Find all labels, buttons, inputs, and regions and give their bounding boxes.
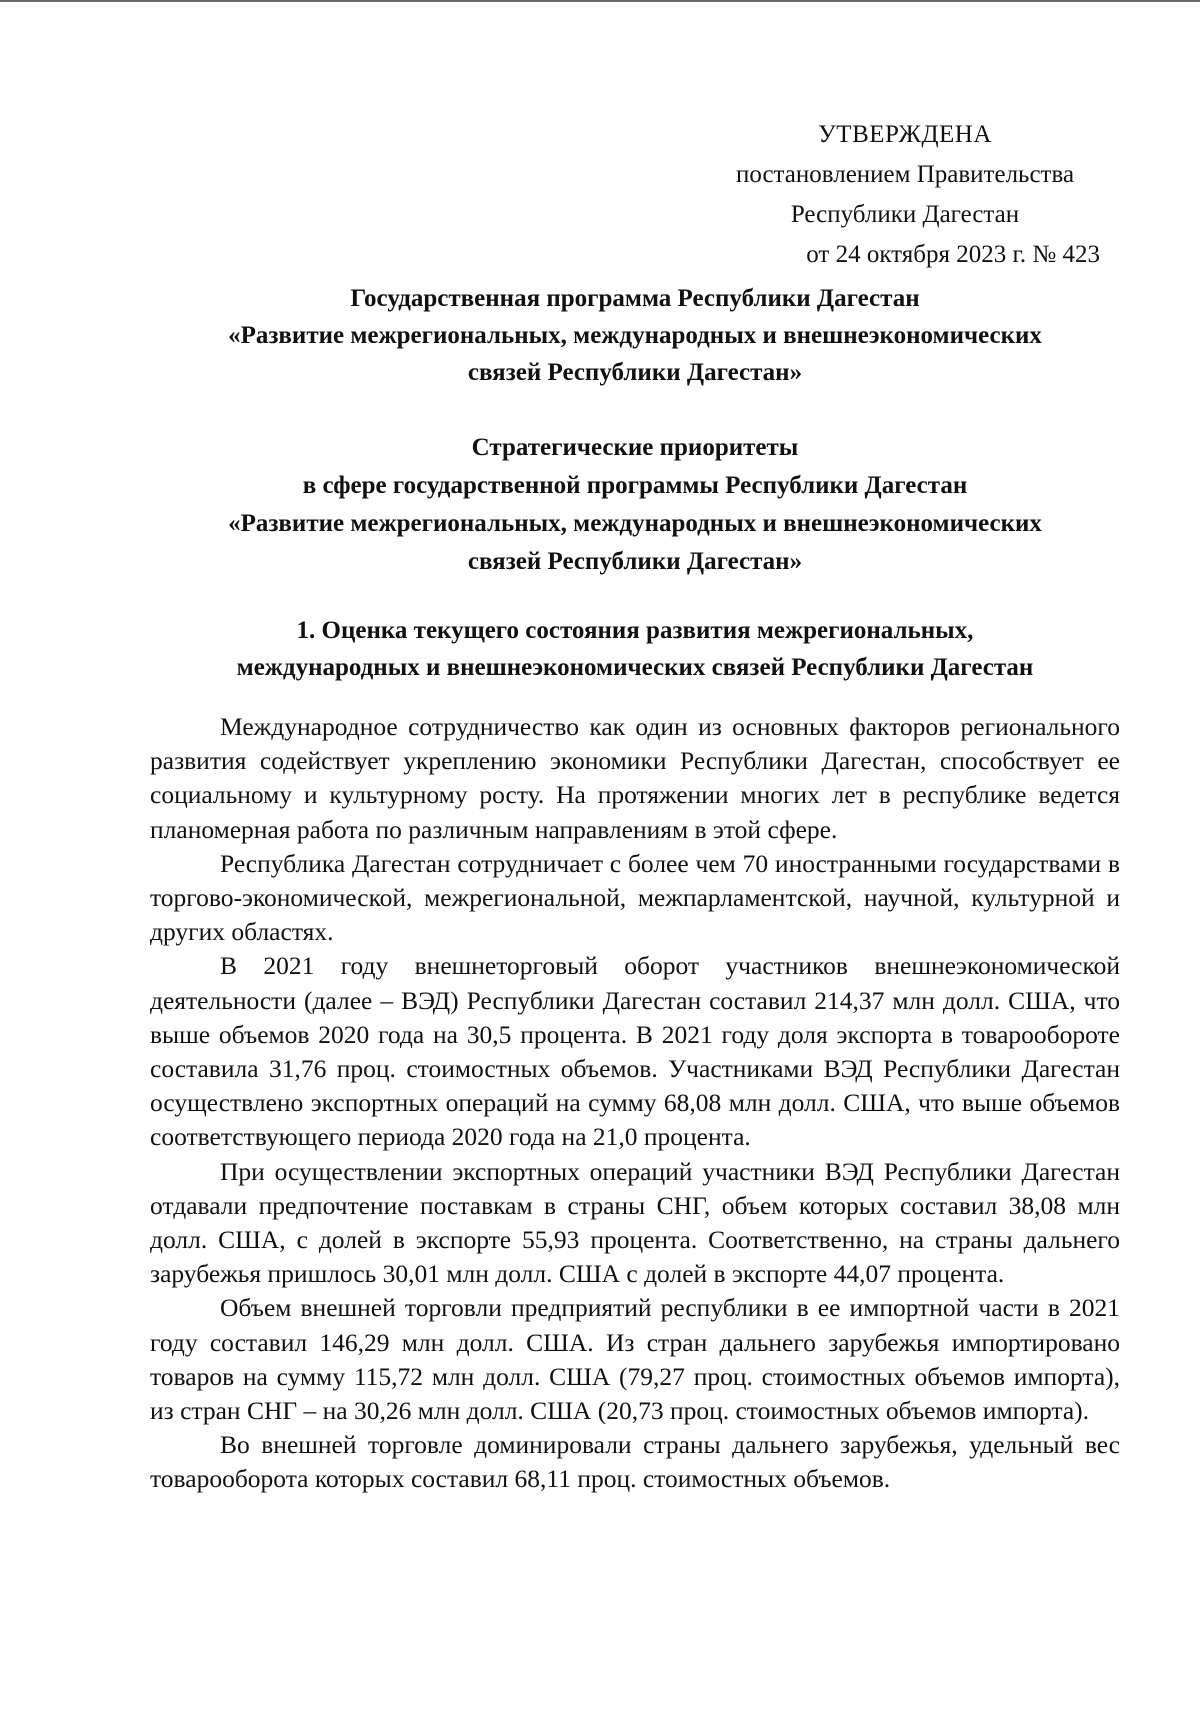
priorities-title-line-2: в сфере государственной программы Республики Дагестан <box>302 472 968 499</box>
paragraph: Республика Дагестан сотрудничает с более чем 70 иностранными государствами в торгово-экономической, межрегиональной, межпарламентской, научной, культурной и других областях. <box>150 848 1120 947</box>
priorities-title <box>150 429 1120 581</box>
approval-date: от 24 октября 2023 г. № 423 <box>806 241 1100 268</box>
approval-title: УТВЕРЖДЕНА <box>818 121 992 148</box>
paragraph: Международное сотрудничество как один из основных факторов регионального развития содействует укреплению экономики Республики Дагестан, способствует ее социальному и культурному росту. На протяжении многих лет в республике ведется планомерная работа по различным направлениям в этой сфере. <box>150 712 1120 844</box>
program-title-line-3: связей Республики Дагестан» <box>467 359 803 386</box>
program-title-line-2: «Развитие межрегиональных, международных и внешнеэкономических <box>228 322 1042 349</box>
approval-line-2: Республики Дагестан <box>790 201 1020 228</box>
section-title-line-1: 1. Оценка текущего состояния развития межрегиональных, <box>296 617 974 644</box>
approval-stamp <box>705 115 1105 275</box>
program-title <box>150 280 1120 391</box>
paragraph: При осуществлении экспортных операций участники ВЭД Республики Дагестан отдавали предпочтение поставкам в страны СНГ, объем которых составил 38,08 млн долл. США, с долей в экспорте 55,93 процента. Соответственно, на страны дальнего зарубежья пришлось 30,01 млн долл. США с долей в экспорте 44,07 процента. <box>150 1156 1120 1289</box>
priorities-title-line-3: «Развитие межрегиональных, международных и внешнеэкономических <box>228 510 1042 537</box>
body-text <box>150 710 1120 1497</box>
program-title-line-1: Государственная программа Республики Дагестан <box>350 285 920 312</box>
paragraph: В 2021 году внешнеторговый оборот участников внешнеэкономической деятельности (далее – ВЭД) Республики Дагестан составил 214,37 млн долл. США, что выше объемов 2020 года на 30,5 процента. В 2021 году доля экспорта в товарообороте составила 31,76 проц. стоимостных объемов. Участниками ВЭД Республики Дагестан осуществлено экспортных операций на сумму 68,08 млн долл. США, что выше объемов соответствующего периода 2020 года на 21,0 процента. <box>150 951 1120 1152</box>
priorities-title-line-1: Стратегические приоритеты <box>471 434 799 461</box>
page-edge-line <box>0 0 1200 2</box>
section-title-line-2: международных и внешнеэкономических связей Республики Дагестан <box>236 654 1034 681</box>
paragraph: Объем внешней торговли предприятий республики в ее импортной части в 2021 году составил 146,29 млн долл. США. Из стран дальнего зарубежья импортировано товаров на сумму 115,72 млн долл. США (79,27 проц. стоимостных объемов импорта), из стран СНГ – на 30,26 млн долл. США (20,73 проц. стоимостных объемов импорта). <box>150 1293 1120 1426</box>
section-title <box>150 612 1120 686</box>
paragraph: Во внешней торговле доминировали страны дальнего зарубежья, удельный вес товарооборота которых составил 68,11 проц. стоимостных объемов. <box>150 1430 1120 1494</box>
priorities-title-line-4: связей Республики Дагестан» <box>467 548 803 575</box>
approval-line-1: постановлением Правительства <box>735 161 1075 188</box>
